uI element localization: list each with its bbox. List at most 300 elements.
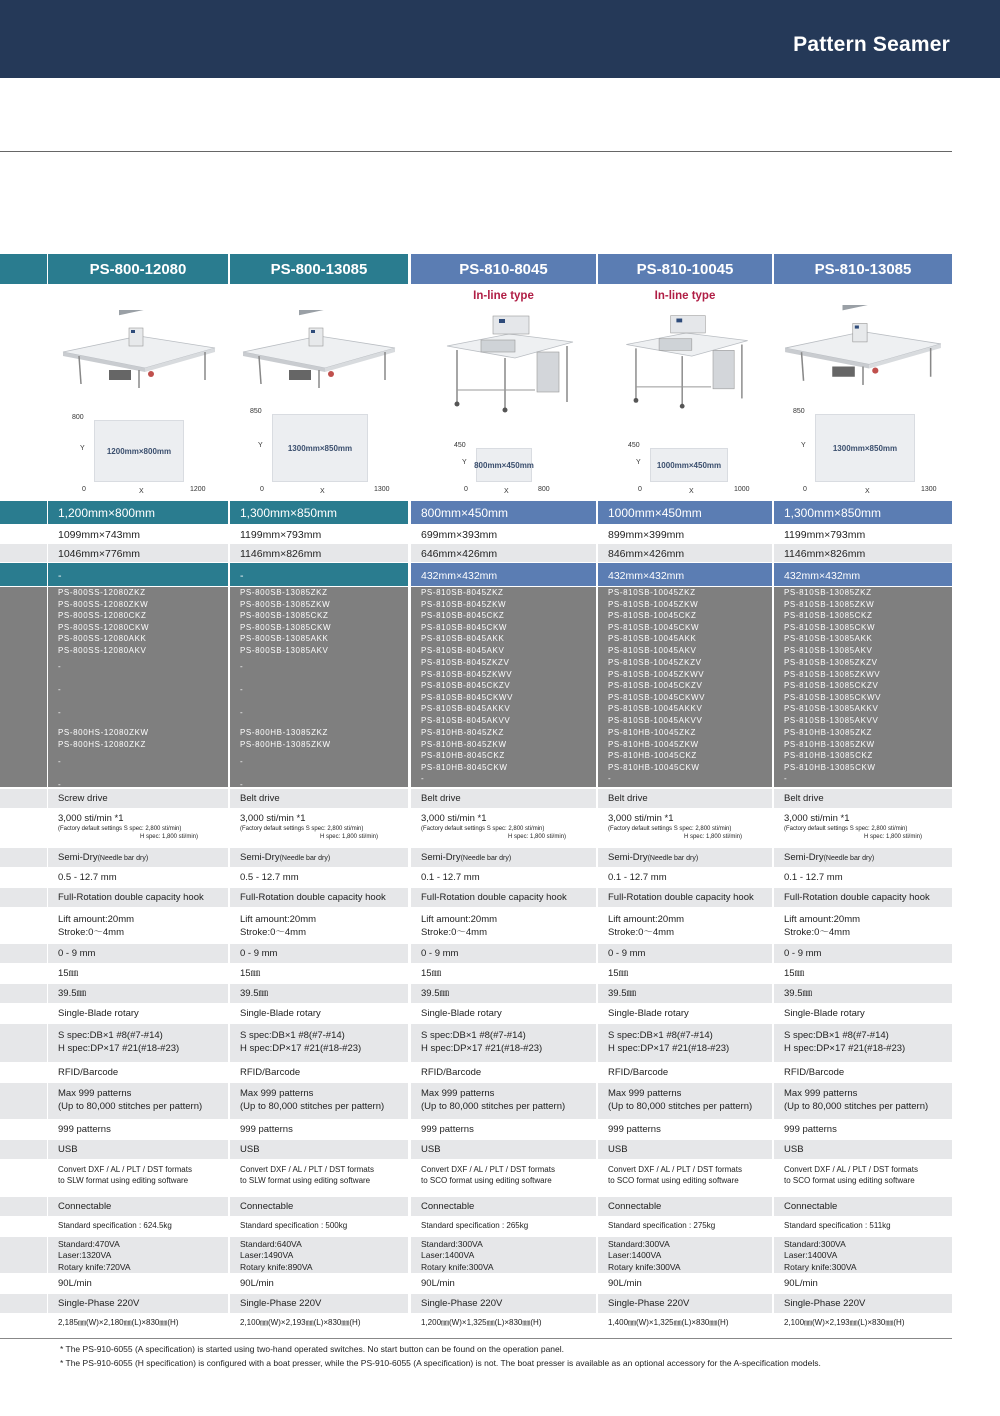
spec-line: Lift amount:20mm: [421, 914, 498, 925]
spec-line: 90L/min: [240, 1278, 274, 1289]
spec-line: Standard:300VA: [608, 1239, 670, 1249]
row-lead: [0, 944, 47, 963]
dimension-value: 846mm×426mm: [608, 548, 685, 560]
dimension-value: 899mm×399mm: [608, 529, 685, 541]
variant-code: PS-810SB-8045CKW: [421, 622, 508, 632]
spec-cell: [598, 813, 772, 851]
variant-code: PS-800SS-12080AKK: [58, 634, 147, 644]
y-max-label: 850: [250, 408, 262, 415]
spec-line: Convert DXF / AL / PLT / DST formats: [421, 1165, 555, 1174]
spec-line: (Needle bar dry): [823, 855, 875, 862]
spec-line: USB: [58, 1144, 78, 1155]
spec-line: Semi-Dry: [608, 852, 648, 863]
spec-line: USB: [240, 1144, 260, 1155]
spec-line: Max 999 patterns: [58, 1088, 132, 1099]
spec-line: Standard specification : 275kg: [608, 1221, 716, 1230]
model-name: PS-810-10045: [598, 254, 772, 284]
row-lead: [0, 1140, 47, 1159]
dimension-value: 646mm×426mm: [421, 548, 498, 560]
spec-line: to SLW format using editing software: [58, 1175, 189, 1185]
spec-line: (Factory default settings S spec: 2,800 sti/min): [421, 825, 545, 832]
variant-code: PS-800SB-13085ZKZ: [240, 588, 328, 597]
spec-line: (Up to 80,000 stitches per pattern): [784, 1100, 929, 1112]
spec-line: Single-Phase 220V: [608, 1298, 690, 1309]
spec-line: (Needle bar dry): [279, 855, 331, 862]
spec-cell: [48, 1165, 228, 1201]
variant-code: PS-800SS-12080ZKZ: [58, 588, 146, 597]
spec-line: Screw drive: [58, 793, 108, 804]
y-axis-label: Y: [462, 459, 467, 466]
variant-code: PS-800SB-13085AKK: [240, 634, 329, 644]
spec-line: Rotary knife:720VA: [58, 1261, 131, 1272]
clamp-size-value: -: [58, 570, 62, 582]
spec-line: 3,000 sti/min *1: [421, 813, 487, 824]
spec-cell: [598, 1088, 772, 1124]
spec-line: USB: [784, 1144, 804, 1155]
spec-cell: [774, 1088, 952, 1124]
variant-code: PS-810SB-10045CKW: [608, 622, 700, 632]
spec-line: 39.5㎜: [784, 988, 812, 999]
y-max-label: 850: [793, 408, 805, 415]
machine-image: [778, 305, 948, 387]
x-max-label: 1000: [734, 486, 750, 493]
clamp-size-value: 432mm×432mm: [608, 570, 685, 582]
spec-cell: [411, 1239, 596, 1275]
variant-code: PS-810HB-13085CKW: [784, 762, 876, 772]
spec-line: 90L/min: [608, 1278, 642, 1289]
inline-type-label: In-line type: [654, 290, 716, 302]
spec-line: 3,000 sti/min *1: [784, 813, 850, 824]
variant-code: PS-800SS-12080ZKW: [58, 599, 149, 609]
spec-cell: [48, 1318, 228, 1339]
spec-line: Standard specification : 500kg: [240, 1221, 348, 1230]
spec-line: Laser:1400VA: [784, 1250, 838, 1261]
spec-cell: [411, 1165, 596, 1201]
machine-image: [58, 310, 220, 390]
spec-line: S spec:DB×1 #8(#7-#14): [240, 1030, 345, 1041]
row-lead: [0, 1160, 47, 1196]
spec-line: Semi-Dry: [240, 852, 280, 863]
spec-line: 39.5㎜: [608, 988, 636, 999]
variant-code: PS-810SB-8045CKZ: [421, 611, 505, 621]
spec-line: 999 patterns: [784, 1124, 837, 1135]
x-max-label: 800: [538, 486, 550, 493]
spec-line: 15㎜: [240, 968, 261, 979]
spec-line: Connectable: [421, 1201, 475, 1212]
spec-line: H spec: 1,800 sti/min): [507, 833, 566, 840]
variant-code: -: [421, 774, 425, 784]
spec-line: Standard:470VA: [58, 1239, 120, 1249]
sewing-area-value: 800mm×450mm: [421, 506, 509, 520]
variant-code: PS-810SB-10045CKZ: [608, 611, 697, 621]
variant-code: PS-810SB-13085ZKZV: [784, 658, 878, 667]
spec-line: Belt drive: [608, 793, 648, 804]
spec-line: Single-Phase 220V: [784, 1298, 866, 1309]
variant-code: PS-810SB-13085AKVV: [784, 716, 879, 725]
spec-line: H spec:DP×17 #21(#18-#23): [421, 1042, 543, 1054]
variant-code: -: [608, 774, 612, 784]
row-lead: [0, 1083, 47, 1119]
sewing-area-box: 1300mm×850mm: [272, 414, 368, 482]
spec-cell: [48, 1239, 228, 1275]
machine-image: [445, 306, 575, 414]
spec-line: 2,185㎜(W)×2,180㎜(L)×830㎜(H): [58, 1318, 179, 1327]
row-lead: [0, 1197, 47, 1216]
spec-cell: [598, 1239, 772, 1275]
spec-line: 999 patterns: [240, 1124, 293, 1135]
variant-code: -: [58, 685, 62, 695]
spec-line: 3,000 sti/min *1: [240, 813, 306, 824]
variant-code: PS-810SB-10045ZKZV: [608, 658, 702, 667]
spec-line: Standard specification : 624.5kg: [58, 1221, 172, 1230]
sewing-area-diagram: [793, 408, 937, 496]
spec-line: 0 - 9 mm: [58, 948, 96, 959]
spec-line: Stroke:0～4mm: [784, 926, 850, 938]
spec-line: Max 999 patterns: [608, 1088, 682, 1099]
spec-line: 0.5 - 12.7 mm: [240, 872, 299, 883]
variant-code: PS-810SB-13085AKV: [784, 646, 873, 655]
x-max-label: 1200: [190, 486, 206, 493]
variant-code: PS-810SB-13085CKW: [784, 622, 876, 632]
page-header: [0, 0, 1000, 78]
spec-line: Lift amount:20mm: [58, 914, 135, 925]
variant-code: PS-810HB-10045ZKW: [608, 739, 699, 749]
spec-line: Max 999 patterns: [421, 1088, 495, 1099]
spec-line: (Up to 80,000 stitches per pattern): [421, 1100, 566, 1112]
machine-image: [238, 310, 400, 390]
spec-line: Standard:640VA: [240, 1239, 302, 1249]
spec-cell: [230, 813, 408, 851]
header-lead: [0, 254, 47, 284]
spec-line: 0 - 9 mm: [608, 948, 646, 959]
variant-code: PS-810HB-13085ZKZ: [784, 728, 873, 737]
y-axis-label: Y: [801, 442, 806, 449]
row-lead: [0, 544, 47, 562]
variant-code: PS-810HB-8045ZKZ: [421, 728, 504, 737]
row-lead: [0, 809, 47, 847]
variant-code: PS-810SB-13085CKWV: [784, 692, 882, 702]
variant-code: PS-810SB-8045AKV: [421, 646, 505, 655]
spec-cell: [230, 1318, 408, 1339]
clamp-size-value: 432mm×432mm: [784, 570, 861, 582]
variant-code: PS-810SB-10045ZKW: [608, 599, 699, 609]
variant-code: PS-810SB-10045ZKWV: [608, 669, 705, 679]
variant-code: PS-810HB-13085ZKW: [784, 739, 875, 749]
sewing-area-diagram: [628, 442, 750, 496]
spec-line: Lift amount:20mm: [608, 914, 685, 925]
spec-line: 90L/min: [58, 1278, 92, 1289]
row-lead: [0, 1237, 47, 1273]
spec-line: Single-Blade rotary: [784, 1008, 865, 1019]
spec-cell: [48, 1088, 228, 1124]
clamp-size-value: -: [240, 570, 244, 582]
variant-code: PS-810SB-8045ZKZ: [421, 588, 504, 597]
x-max-label: 1300: [374, 486, 390, 493]
y-axis-label: Y: [636, 459, 641, 466]
row-lead: [0, 1274, 47, 1293]
row-lead: [0, 964, 47, 983]
spec-line: RFID/Barcode: [608, 1067, 669, 1078]
model-name: PS-810-13085: [774, 254, 952, 284]
variant-code: PS-800SB-13085ZKW: [240, 599, 331, 609]
spec-line: Single-Phase 220V: [421, 1298, 503, 1309]
variant-code: PS-810SB-8045ZKW: [421, 599, 507, 609]
spec-line: 0.1 - 12.7 mm: [608, 872, 667, 883]
row-lead: [0, 789, 47, 808]
variant-code: PS-810HB-10045CKW: [608, 762, 700, 772]
spec-line: 15㎜: [58, 968, 79, 979]
variant-code: PS-810SB-13085CKZV: [784, 681, 879, 691]
spec-line: (Up to 80,000 stitches per pattern): [58, 1100, 203, 1112]
spec-line: Standard:300VA: [784, 1239, 846, 1249]
spec-line: Lift amount:20mm: [240, 914, 317, 925]
variant-code: -: [58, 662, 62, 671]
variant-code: -: [240, 780, 244, 790]
spec-line: 2,100㎜(W)×2,193㎜(L)×830㎜(H): [784, 1318, 905, 1327]
dimension-value: 1046mm×776mm: [58, 548, 140, 560]
row-lead: [0, 848, 47, 867]
variant-code: PS-810SB-13085AKK: [784, 634, 873, 644]
sewing-area-box: 800mm×450mm: [476, 448, 532, 482]
spec-line: Single-Phase 220V: [58, 1298, 140, 1309]
variant-code: PS-800SB-13085CKW: [240, 622, 332, 632]
y-max-label: 800: [72, 414, 84, 421]
row-lead: [0, 501, 47, 524]
sewing-area-value: 1,300mm×850mm: [784, 506, 882, 520]
dimension-value: 1099mm×743mm: [58, 529, 140, 541]
variant-code: -: [240, 757, 244, 767]
spec-line: S spec:DB×1 #8(#7-#14): [58, 1030, 163, 1041]
variant-code: PS-810HB-8045CKZ: [421, 751, 505, 761]
variant-code: PS-810SB-10045AKK: [608, 634, 697, 644]
table-bottom-border: [0, 1338, 952, 1339]
variant-code: PS-810SB-13085CKZ: [784, 611, 873, 621]
variant-code: PS-800SS-12080CKZ: [58, 611, 147, 621]
spec-line: (Needle bar dry): [647, 855, 699, 862]
spec-line: 1,400㎜(W)×1,325㎜(L)×830㎜(H): [608, 1318, 729, 1327]
x-axis-label: X: [139, 488, 144, 495]
spec-cell: [230, 1165, 408, 1201]
spec-line: (Up to 80,000 stitches per pattern): [240, 1100, 385, 1112]
variant-code: -: [240, 685, 244, 695]
sewing-area-value: 1000mm×450mm: [608, 506, 702, 520]
spec-line: H spec:DP×17 #21(#18-#23): [608, 1042, 730, 1054]
row-lead: [0, 984, 47, 1003]
spec-line: Laser:1320VA: [58, 1250, 112, 1261]
spec-line: to SCO format using editing software: [608, 1175, 739, 1185]
variant-code: PS-810SB-8045AKVV: [421, 716, 511, 725]
dimension-value: 1199mm×793mm: [784, 529, 866, 541]
spec-cell: [598, 1318, 772, 1339]
variant-code: PS-800SB-13085AKV: [240, 646, 329, 655]
spec-line: Semi-Dry: [421, 852, 461, 863]
spec-line: Stroke:0～4mm: [608, 926, 674, 938]
spec-line: 0.1 - 12.7 mm: [784, 872, 843, 883]
row-lead: [0, 1314, 47, 1335]
spec-line: Standard specification : 511kg: [784, 1221, 891, 1230]
variant-code: PS-800HB-13085ZKW: [240, 739, 331, 749]
row-lead: [0, 563, 47, 586]
variant-code: PS-800SS-12080CKW: [58, 622, 150, 632]
spec-cell: [598, 1165, 772, 1201]
row-lead: [0, 1294, 47, 1313]
spec-line: H spec:DP×17 #21(#18-#23): [784, 1042, 906, 1054]
spec-line: 15㎜: [784, 968, 805, 979]
spec-line: Full-Rotation double capacity hook: [608, 892, 754, 903]
row-lead: [0, 888, 47, 907]
variant-code: PS-810SB-13085ZKZ: [784, 588, 872, 597]
spec-line: RFID/Barcode: [240, 1067, 301, 1078]
spec-line: Connectable: [608, 1201, 662, 1212]
variant-code: PS-810SB-10045AKV: [608, 646, 697, 655]
spec-line: to SLW format using editing software: [240, 1175, 371, 1185]
sewing-area-value: 1,300mm×850mm: [240, 506, 338, 520]
spec-line: 0 - 9 mm: [240, 948, 278, 959]
spec-line: Single-Blade rotary: [240, 1008, 321, 1019]
x-axis-label: X: [320, 488, 325, 495]
variant-code: PS-810SB-10045CKWV: [608, 692, 706, 702]
spec-line: Rotary knife:300VA: [784, 1261, 857, 1272]
x-axis-label: X: [504, 488, 509, 495]
variant-code: -: [240, 708, 244, 718]
spec-line: Full-Rotation double capacity hook: [784, 892, 930, 903]
origin-label: 0: [803, 486, 807, 493]
variant-code: PS-810SB-8045CKWV: [421, 692, 514, 702]
spec-line: Single-Phase 220V: [240, 1298, 322, 1309]
spec-cell: [230, 1239, 408, 1275]
spec-line: Single-Blade rotary: [58, 1008, 139, 1019]
variant-code: -: [58, 780, 62, 790]
sewing-area-box: 1200mm×800mm: [94, 420, 184, 482]
sewing-area-box: 1300mm×850mm: [815, 414, 915, 482]
spec-cell: [411, 813, 596, 851]
spec-line: USB: [608, 1144, 628, 1155]
y-max-label: 450: [628, 442, 640, 449]
spec-line: 0 - 9 mm: [421, 948, 459, 959]
spec-line: Convert DXF / AL / PLT / DST formats: [608, 1165, 742, 1174]
origin-label: 0: [260, 486, 264, 493]
y-max-label: 450: [454, 442, 466, 449]
x-max-label: 1300: [921, 486, 937, 493]
spec-line: 999 patterns: [608, 1124, 661, 1135]
model-name: PS-810-8045: [411, 254, 596, 284]
divider: [0, 151, 952, 152]
spec-line: 15㎜: [421, 968, 442, 979]
spec-line: Single-Blade rotary: [608, 1008, 689, 1019]
spec-line: 999 patterns: [58, 1124, 111, 1135]
spec-line: 39.5㎜: [421, 988, 449, 999]
row-lead: [0, 1004, 47, 1023]
spec-cell: [411, 1318, 596, 1339]
variant-code: PS-810SB-13085ZKWV: [784, 669, 881, 679]
spec-line: Connectable: [784, 1201, 838, 1212]
spec-line: Belt drive: [784, 793, 824, 804]
page-title: Pattern Seamer: [793, 33, 950, 56]
origin-label: 0: [464, 486, 468, 493]
spec-line: Full-Rotation double capacity hook: [58, 892, 204, 903]
row-lead: [0, 1063, 47, 1082]
y-axis-label: Y: [258, 442, 263, 449]
spec-line: 999 patterns: [421, 1124, 474, 1135]
spec-line: H spec: 1,800 sti/min): [319, 833, 378, 840]
row-lead: [0, 587, 47, 787]
spec-line: 0.1 - 12.7 mm: [421, 872, 480, 883]
variant-code: PS-800SS-12080AKV: [58, 646, 147, 655]
spec-line: (Needle bar dry): [460, 855, 512, 862]
spec-line: USB: [421, 1144, 441, 1155]
spec-line: Standard:300VA: [421, 1239, 483, 1249]
variant-code: PS-810HB-10045CKZ: [608, 751, 697, 761]
spec-line: H spec: 1,800 sti/min): [683, 833, 742, 840]
spec-line: Convert DXF / AL / PLT / DST formats: [784, 1165, 918, 1174]
spec-line: (Factory default settings S spec: 2,800 sti/min): [608, 825, 732, 832]
variant-code: PS-810SB-8045CKZV: [421, 681, 511, 691]
spec-line: (Factory default settings S spec: 2,800 sti/min): [784, 825, 908, 832]
spec-line: 2,100㎜(W)×2,193㎜(L)×830㎜(H): [240, 1318, 361, 1327]
footnote-2: * The PS-910-6055 (H specification) is configured with a boat presser, while the PS-910-6055 (A specification) is not. The boat presser is available as an optional accessory for the A-specification models.: [60, 1358, 821, 1368]
spec-line: (Factory default settings S spec: 2,800 sti/min): [58, 825, 182, 832]
spec-line: Semi-Dry: [784, 852, 824, 863]
spec-line: H spec:DP×17 #21(#18-#23): [58, 1042, 180, 1054]
variant-code: PS-810HB-8045CKW: [421, 762, 508, 772]
spec-line: Lift amount:20mm: [784, 914, 861, 925]
spec-cell: [411, 1088, 596, 1124]
variant-code: PS-810SB-8045ZKZV: [421, 658, 510, 667]
row-lead: [0, 1217, 47, 1236]
spec-cell: [230, 1088, 408, 1124]
spec-line: Full-Rotation double capacity hook: [421, 892, 567, 903]
dimension-value: 1146mm×826mm: [240, 548, 322, 560]
variant-code: PS-810SB-10045CKZV: [608, 681, 703, 691]
footnote-1: * The PS-910-6055 (A specification) is started using two-hand operated switches. No start button can be found on the operation panel.: [60, 1344, 565, 1354]
model-name: PS-800-13085: [230, 254, 408, 284]
spec-line: Stroke:0～4mm: [58, 926, 124, 938]
spec-line: RFID/Barcode: [421, 1067, 482, 1078]
spec-line: S spec:DB×1 #8(#7-#14): [608, 1030, 713, 1041]
x-axis-label: X: [689, 488, 694, 495]
spec-cell: [774, 813, 952, 851]
row-lead: [0, 1024, 47, 1062]
row-lead: [0, 868, 47, 887]
sewing-area-value: 1,200mm×800mm: [58, 506, 156, 520]
variant-code: PS-810SB-10045AKKV: [608, 704, 703, 714]
spec-line: Max 999 patterns: [784, 1088, 858, 1099]
spec-line: Max 999 patterns: [240, 1088, 314, 1099]
spec-line: 1,200㎜(W)×1,325㎜(L)×830㎜(H): [421, 1318, 542, 1327]
variant-code: PS-800HS-12080ZKZ: [58, 739, 147, 749]
variant-code: PS-810HB-13085CKZ: [784, 751, 873, 761]
spec-line: RFID/Barcode: [58, 1067, 119, 1078]
spec-line: (Needle bar dry): [97, 855, 149, 862]
variant-code: PS-810SB-13085ZKW: [784, 599, 875, 609]
origin-label: 0: [82, 486, 86, 493]
row-lead: [0, 525, 47, 543]
x-axis-label: X: [865, 488, 870, 495]
spec-line: Standard specification : 265kg: [421, 1221, 529, 1230]
dimension-value: 1146mm×826mm: [784, 548, 866, 560]
variant-code: -: [58, 757, 62, 767]
spec-line: Belt drive: [240, 793, 280, 804]
spec-line: 0 - 9 mm: [784, 948, 822, 959]
variant-code: -: [58, 708, 62, 718]
variant-code: PS-810HB-8045ZKW: [421, 739, 507, 749]
spec-cell: [774, 1318, 952, 1339]
variant-code: PS-800HS-12080ZKW: [58, 728, 149, 737]
spec-line: Stroke:0～4mm: [421, 926, 487, 938]
variant-code: PS-810HB-10045ZKZ: [608, 728, 697, 737]
spec-line: H spec: 1,800 sti/min): [139, 833, 198, 840]
spec-line: 39.5㎜: [58, 988, 86, 999]
